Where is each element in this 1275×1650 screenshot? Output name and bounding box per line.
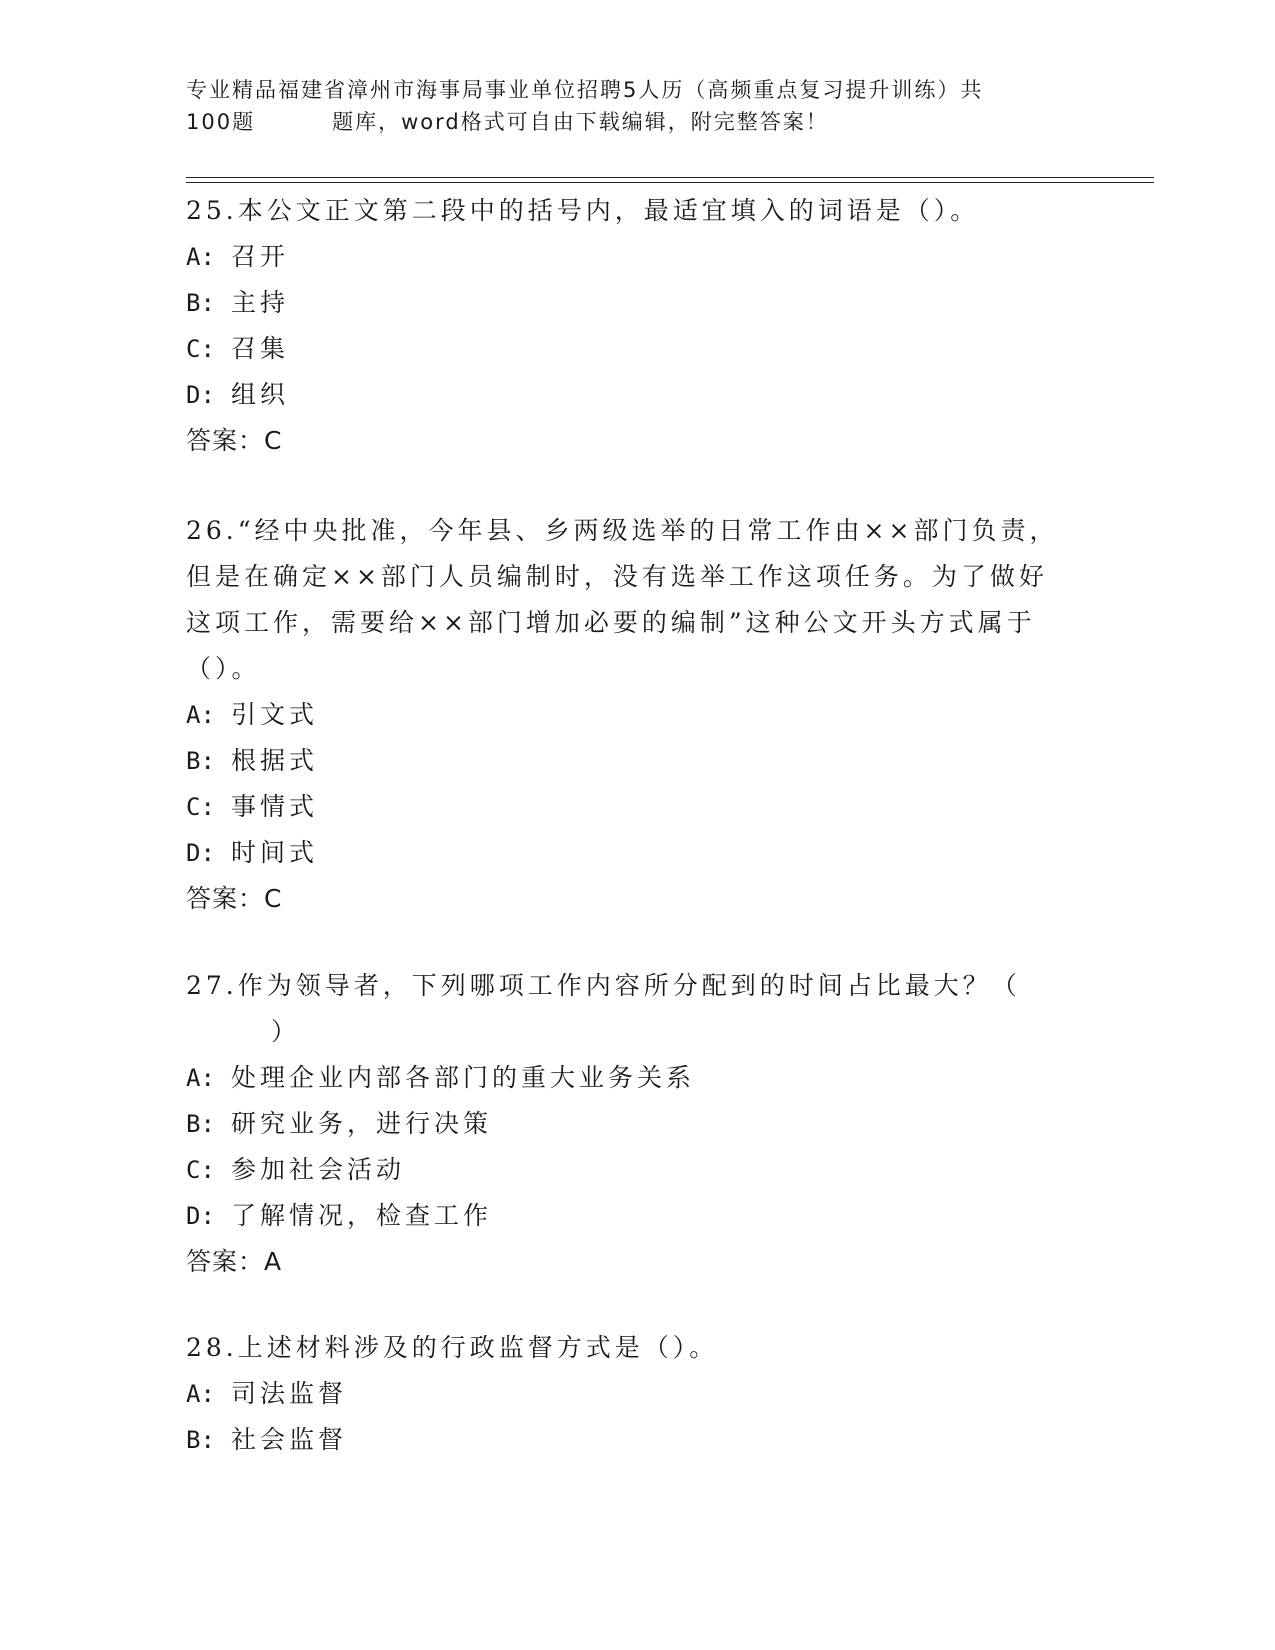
option-text: 事情式 <box>231 792 319 821</box>
option-letter: A: <box>186 1064 215 1092</box>
question-line: ） <box>271 1017 301 1046</box>
option-b <box>186 1101 1066 1147</box>
question-text <box>186 963 1066 1009</box>
option-letter: B: <box>186 289 215 317</box>
option-letter: B: <box>186 1110 215 1138</box>
option-text: 召集 <box>231 334 290 363</box>
option-a <box>186 234 1066 280</box>
question-line: 作为领导者，下列哪项工作内容所分配到的时间占比最大？（ <box>237 971 1021 1000</box>
question-25 <box>186 188 1066 464</box>
option-letter: C: <box>186 1156 215 1184</box>
option-a <box>186 1371 1066 1417</box>
question-text <box>186 188 1066 234</box>
option-a <box>186 1055 1066 1101</box>
question-text <box>186 1325 1066 1371</box>
question-28 <box>186 1325 1066 1463</box>
document-header <box>186 74 1066 138</box>
option-d <box>186 372 1066 418</box>
option-d <box>186 830 1066 876</box>
header-title-line1: 专业精品福建省漳州市海事局事业单位招聘5人历（高频重点复习提升训练）共 <box>186 78 984 102</box>
header-title-suffix: 题库，word格式可自由下载编辑，附完整答案！ <box>332 110 829 134</box>
option-text: 召开 <box>231 242 290 271</box>
option-b <box>186 738 1066 784</box>
question-line: 本公文正文第二段中的括号内，最适宜填入的词语是（）。 <box>237 196 980 225</box>
question-text <box>186 508 1066 554</box>
option-text: 参加社会活动 <box>231 1155 406 1184</box>
option-text: 组织 <box>231 380 290 409</box>
option-text: 根据式 <box>231 746 319 775</box>
question-line: 上述材料涉及的行政监督方式是（）。 <box>237 1333 719 1362</box>
header-title-count: 100题 <box>186 110 256 134</box>
header-divider-top <box>186 177 1154 178</box>
question-line: 但是在确定××部门人员编制时，没有选举工作这项任务。为了做好 <box>186 562 1048 591</box>
question-number: 26. <box>186 516 238 545</box>
option-letter: C: <box>186 335 215 363</box>
question-26 <box>186 508 1066 922</box>
option-text: 了解情况，检查工作 <box>231 1201 493 1230</box>
answer-line: 答案：C <box>186 426 283 455</box>
option-text: 研究业务，进行决策 <box>231 1109 493 1138</box>
question-27 <box>186 963 1066 1285</box>
option-letter: C: <box>186 793 215 821</box>
option-d <box>186 1193 1066 1239</box>
option-letter: D: <box>186 381 215 409</box>
option-b <box>186 1417 1066 1463</box>
option-text: 司法监督 <box>231 1379 348 1408</box>
answer-line: 答案：C <box>186 884 283 913</box>
option-b <box>186 280 1066 326</box>
option-letter: A: <box>186 243 215 271</box>
option-text: 主持 <box>231 288 290 317</box>
option-c <box>186 784 1066 830</box>
option-letter: D: <box>186 1202 215 1230</box>
option-a <box>186 692 1066 738</box>
option-c <box>186 1147 1066 1193</box>
option-text: 处理企业内部各部门的重大业务关系 <box>231 1063 696 1092</box>
question-number: 27. <box>186 971 238 1000</box>
question-number: 28. <box>186 1333 238 1362</box>
option-text: 时间式 <box>231 838 319 867</box>
option-letter: B: <box>186 747 215 775</box>
question-line: （）。 <box>186 654 261 683</box>
option-letter: A: <box>186 701 215 729</box>
answer-line: 答案：A <box>186 1247 283 1276</box>
header-title-line2 <box>186 106 1066 138</box>
option-text: 引文式 <box>231 700 319 729</box>
option-text: 社会监督 <box>231 1425 348 1454</box>
option-c <box>186 326 1066 372</box>
option-letter: B: <box>186 1426 215 1454</box>
question-number: 25. <box>186 196 238 225</box>
header-divider-bottom <box>186 182 1154 183</box>
option-letter: A: <box>186 1380 215 1408</box>
question-line: 这项工作，需要给××部门增加必要的编制”这种公文开头方式属于 <box>186 608 1036 637</box>
question-line: “经中央批准，今年县、乡两级选举的日常工作由××部门负责， <box>237 516 1059 545</box>
option-letter: D: <box>186 839 215 867</box>
